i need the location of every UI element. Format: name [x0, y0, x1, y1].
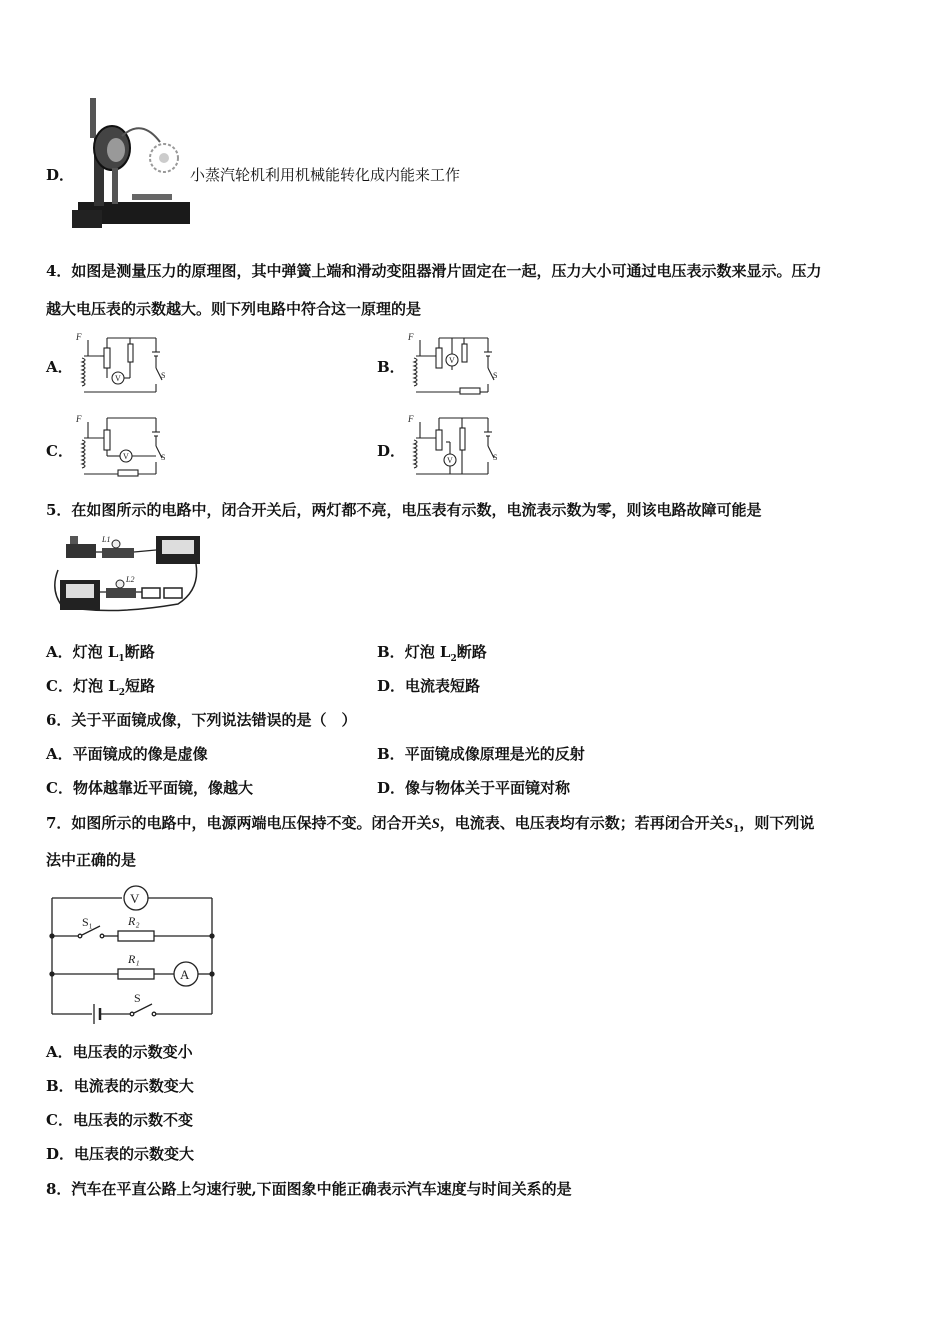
q4-circuit-c — [70, 412, 170, 478]
q4-option-c-label: C． — [46, 442, 73, 460]
q8-stem: 8．汽车在平直公路上匀速行驶,下面图象中能正确表示汽车速度与时间关系的是 — [46, 1180, 572, 1198]
q3-option-d-text: 小蒸汽轮机利用机械能转化成内能来工作 — [190, 166, 461, 184]
ammeter-label: A — [180, 967, 190, 982]
steam-turbine-photo — [72, 98, 192, 230]
q4-circuit-a — [70, 330, 170, 394]
q7-option-b: B．电流表的示数变大 — [46, 1077, 194, 1095]
q7-circuit-diagram — [46, 880, 218, 1030]
svg-text:S: S — [493, 453, 498, 462]
q7-option-c: C．电压表的示数不变 — [46, 1111, 193, 1129]
r2-label: R₂ — [128, 914, 140, 928]
q4-circuit-d — [402, 412, 502, 478]
q5-option-d: D．电流表短路 — [377, 677, 481, 695]
q4-stem-line1: 4．如图是测量压力的原理图，其中弹簧上端和滑动变阻器滑片固定在一起，压力大小可通过电压表示数来显示。压力 — [46, 262, 822, 280]
q7-stem-line2: 法中正确的是 — [46, 851, 137, 869]
q3-option-d-label: D． — [46, 166, 75, 184]
svg-text:V: V — [449, 356, 455, 365]
q5-option-b: B．灯泡 $L_2$断路 — [377, 643, 487, 664]
q6-option-a: A．平面镜成的像是虚像 — [46, 745, 208, 763]
voltmeter-label: V — [115, 374, 121, 383]
svg-text:F: F — [76, 414, 82, 424]
force-label: F — [76, 332, 82, 342]
q7-option-d: D．电压表的示数变大 — [46, 1145, 195, 1163]
q6-stem: 6．关于平面镜成像，下列说法错误的是（ ） — [46, 711, 357, 729]
q7-stem-line1: 7．如图所示的电路中，电源两端电压保持不变。闭合开关S，电流表、电压表均有示数；若再闭合开关$S_1$，则下列说 — [46, 814, 815, 835]
q5-option-a: A．灯泡 $L_1$断路 — [46, 643, 155, 664]
q4-option-a-label: A． — [46, 358, 73, 376]
svg-text:S: S — [493, 371, 498, 380]
q4-option-d-label: D． — [377, 442, 406, 460]
voltmeter-label: V — [130, 891, 140, 906]
lamp2-label: L2 — [126, 575, 135, 584]
q7-option-a: A．电压表的示数变小 — [46, 1043, 193, 1061]
q5-circuit-photo — [48, 530, 204, 616]
svg-text:V: V — [123, 452, 129, 461]
q6-option-b: B．平面镜成像原理是光的反射 — [377, 745, 585, 763]
svg-text:F: F — [408, 414, 414, 424]
svg-text:S: S — [161, 453, 166, 462]
s-label: S — [134, 991, 141, 1005]
q4-circuit-b — [402, 330, 502, 394]
q4-stem-line2: 越大电压表的示数越大。则下列电路中符合这一原理的是 — [46, 300, 422, 318]
q5-stem: 5．在如图所示的电路中，闭合开关后，两灯都不亮，电压表有示数，电流表示数为零，则该电路故障可能是 — [46, 501, 762, 519]
q5-option-c: C．灯泡 $L_2$短路 — [46, 677, 156, 698]
q6-option-c: C．物体越靠近平面镜，像越大 — [46, 779, 253, 797]
s1-label: S₁ — [82, 915, 93, 929]
switch-label: S — [161, 371, 166, 380]
lamp1-label: L1 — [102, 535, 111, 544]
q6-option-d: D．像与物体关于平面镜对称 — [377, 779, 571, 797]
q4-option-b-label: B． — [377, 358, 405, 376]
r1-label: R₁ — [128, 952, 140, 966]
svg-text:F: F — [408, 332, 414, 342]
svg-text:V: V — [447, 456, 453, 465]
